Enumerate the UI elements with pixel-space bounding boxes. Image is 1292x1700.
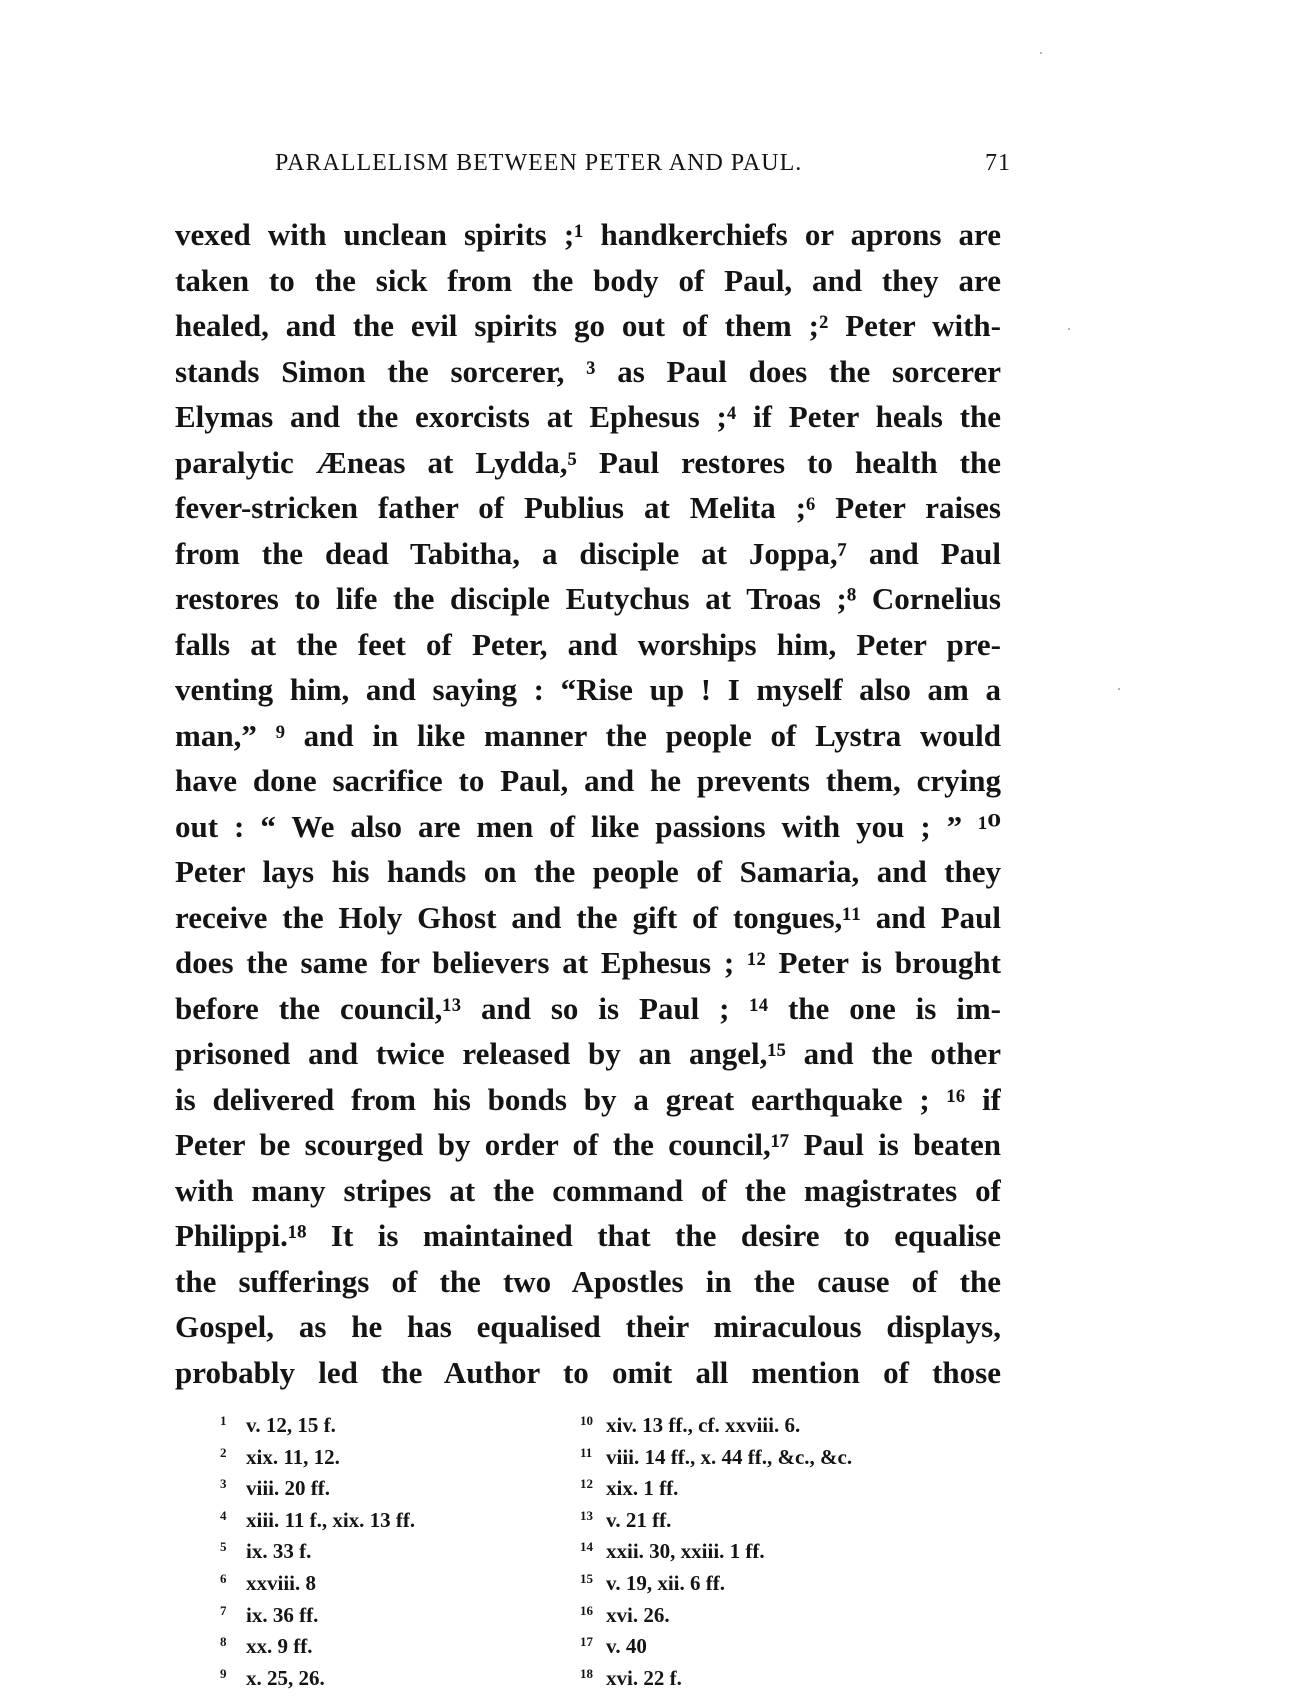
footnote-text: x. 25, 26. bbox=[246, 1665, 325, 1690]
text-line: Gospel, as he has equalised their miraculous displays, bbox=[175, 1309, 1001, 1344]
footnote-number: 11 bbox=[580, 1444, 593, 1460]
footnote-number: 13 bbox=[580, 1507, 593, 1523]
footnote-number: 14 bbox=[580, 1539, 593, 1555]
text-line: the sufferings of the two Apostles in the cause of the bbox=[175, 1263, 1001, 1299]
footnote-number: 16 bbox=[580, 1602, 593, 1618]
text-line: healed, and the evil spirits go out of them ;² Peter with- bbox=[175, 308, 1001, 343]
footnote bbox=[220, 1595, 580, 1627]
footnote-text: xxii. 30, xxiii. 1 ff. bbox=[606, 1539, 765, 1564]
footnotes-right-column bbox=[580, 1405, 980, 1689]
footnote-number: 17 bbox=[580, 1634, 593, 1650]
text-line: have done sacrifice to Paul, and he prevents them, crying bbox=[175, 763, 1001, 798]
footnote bbox=[220, 1531, 580, 1563]
footnote-text: xiii. 11 f., xix. 13 ff. bbox=[246, 1507, 416, 1532]
footnote-number: 9 bbox=[220, 1665, 227, 1681]
footnotes-left-column bbox=[220, 1405, 580, 1689]
footnote-number: 2 bbox=[220, 1444, 227, 1460]
footnote-number: 6 bbox=[220, 1570, 227, 1586]
footnote-number: 8 bbox=[220, 1634, 227, 1650]
footnote-text: v. 40 bbox=[606, 1634, 647, 1659]
footnote-text: xiv. 13 ff., cf. xxviii. 6. bbox=[606, 1413, 801, 1437]
text-line: taken to the sick from the body of Paul, and they are bbox=[175, 262, 1001, 298]
footnote-number: 15 bbox=[580, 1570, 593, 1586]
footnote bbox=[580, 1437, 980, 1469]
text-line: before the council,¹³ and so is Paul ; ¹⁴ the one is im- bbox=[175, 990, 1001, 1026]
footnote bbox=[220, 1500, 580, 1532]
text-line: fever-stricken father of Publius at Melita ;⁶ Peter raises bbox=[175, 490, 1001, 525]
footnote-text: xxviii. 8 bbox=[246, 1570, 317, 1595]
footnote-text: xx. 9 ff. bbox=[246, 1634, 313, 1659]
footnote-text: v. 21 ff. bbox=[606, 1507, 672, 1532]
footnote-text: ix. 36 ff. bbox=[246, 1602, 319, 1627]
text-line: Elymas and the exorcists at Ephesus ;⁴ if Peter heals the bbox=[175, 399, 1001, 434]
text-line: vexed with unclean spirits ;¹ handkerchiefs or aprons are bbox=[175, 217, 1001, 252]
text-line: probably led the Author to omit all mention of those bbox=[175, 1354, 1001, 1390]
footnote-text: viii. 20 ff. bbox=[246, 1476, 330, 1501]
footnote bbox=[580, 1658, 980, 1690]
running-title: PARALLELISM BETWEEN PETER AND PAUL. bbox=[275, 150, 803, 176]
text-line: stands Simon the sorcerer, ³ as Paul does the sorcerer bbox=[175, 353, 1001, 389]
footnote-text: viii. 14 ff., x. 44 ff., &c., &c. bbox=[606, 1444, 853, 1469]
footnote-number: 4 bbox=[220, 1507, 227, 1523]
footnote bbox=[580, 1468, 980, 1500]
footnote bbox=[220, 1658, 580, 1690]
footnote-number: 5 bbox=[220, 1539, 227, 1555]
footnote bbox=[580, 1500, 980, 1532]
footnote-text: v. 12, 15 f. bbox=[246, 1413, 336, 1437]
text-line: Philippi.¹⁸ It is maintained that the desire to equalise bbox=[175, 1218, 1001, 1253]
scan-speck bbox=[1040, 52, 1042, 54]
scan-speck bbox=[1118, 688, 1120, 690]
footnote-number: 18 bbox=[580, 1665, 593, 1681]
footnote bbox=[580, 1595, 980, 1627]
text-line: restores to life the disciple Eutychus at Troas ;⁸ Cornelius bbox=[175, 581, 1001, 616]
footnote-text: xvi. 22 f. bbox=[606, 1665, 682, 1690]
scan-speck bbox=[1068, 328, 1070, 330]
footnote bbox=[220, 1437, 580, 1469]
footnote-number: 7 bbox=[220, 1602, 227, 1618]
footnote bbox=[580, 1563, 980, 1595]
footnote bbox=[220, 1405, 580, 1437]
text-line: receive the Holy Ghost and the gift of tongues,¹¹ and Paul bbox=[175, 899, 1001, 935]
text-line: venting him, and saying : “Rise up ! I myself also am a bbox=[175, 672, 1001, 707]
text-line: with many stripes at the command of the magistrates of bbox=[175, 1172, 1001, 1208]
footnote-number: 12 bbox=[580, 1476, 593, 1492]
footnote-number: 3 bbox=[220, 1476, 227, 1492]
footnote-text: xvi. 26. bbox=[606, 1602, 670, 1627]
footnote-text: xix. 1 ff. bbox=[606, 1476, 679, 1501]
footnote bbox=[580, 1405, 980, 1437]
text-line: falls at the feet of Peter, and worships him, Peter pre- bbox=[175, 626, 1001, 662]
footnote-text: ix. 33 f. bbox=[246, 1539, 312, 1564]
text-line: does the same for believers at Ephesus ; ¹² Peter is brought bbox=[175, 945, 1001, 980]
footnote-number: 10 bbox=[580, 1413, 593, 1428]
text-line: prisoned and twice released by an angel,¹⁵ and the other bbox=[175, 1036, 1001, 1071]
footnote bbox=[580, 1531, 980, 1563]
text-line: Peter be scourged by order of the council,¹⁷ Paul is beaten bbox=[175, 1127, 1001, 1162]
footnote bbox=[220, 1626, 580, 1658]
footnote bbox=[220, 1468, 580, 1500]
footnote bbox=[220, 1563, 580, 1595]
text-line: man,” ⁹ and in like manner the people of Lystra would bbox=[175, 717, 1001, 753]
text-line: from the dead Tabitha, a disciple at Joppa,⁷ and Paul bbox=[175, 535, 1001, 571]
text-line: is delivered from his bonds by a great earthquake ; ¹⁶ if bbox=[175, 1081, 1001, 1117]
page-number: 71 bbox=[985, 150, 1011, 176]
body-paragraph bbox=[175, 212, 1001, 1395]
footnote-number: 1 bbox=[220, 1413, 227, 1428]
footnote-text: xix. 11, 12. bbox=[246, 1444, 340, 1469]
footnote-text: v. 19, xii. 6 ff. bbox=[606, 1570, 725, 1595]
text-line: out : “ We also are men of like passions with you ; ” ¹⁰ bbox=[175, 808, 1001, 844]
running-head bbox=[275, 150, 1011, 190]
footnote bbox=[580, 1626, 980, 1658]
text-line: Peter lays his hands on the people of Samaria, and they bbox=[175, 854, 1001, 889]
text-line: paralytic Æneas at Lydda,⁵ Paul restores to health the bbox=[175, 444, 1001, 480]
